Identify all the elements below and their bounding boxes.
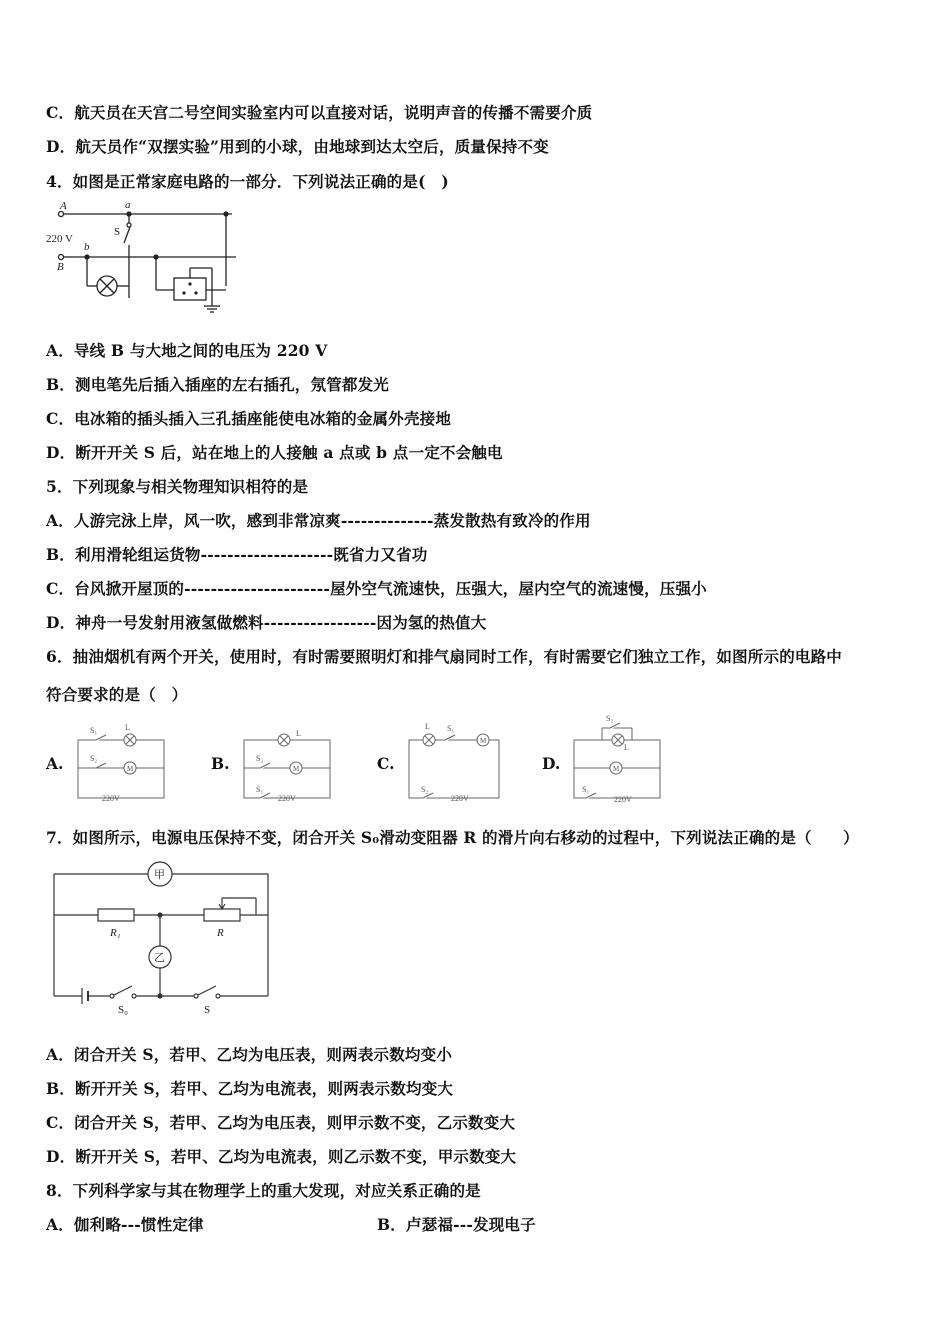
q6c-s1: S₁ [447,724,455,733]
q6-option-b-label: B. [211,754,230,773]
q6d-s2: S₂ [606,714,614,723]
q6b-s1: S₁ [256,785,264,794]
q7-option-c: C．闭合开关 S，若甲、乙均为电压表，则甲示数不变，乙示数变大 [46,1113,516,1132]
q5-option-d: D．神舟一号发射用液氢做燃料-----------------因为氢的热值大 [46,613,487,632]
q6b-voltage: 220V [278,794,296,803]
q6-circuit-b [238,722,338,806]
q7-label-r: R [217,927,224,939]
q7-option-d: D．断开开关 S，若甲、乙均为电流表，则乙示数不变，甲示数变大 [46,1147,517,1166]
q6d-l: L [624,743,629,752]
q3-option-d: D．航天员作“双摆实验”用到的小球，由地球到达太空后，质量保持不变 [46,137,549,156]
q7-option-b: B．断开开关 S，若甲、乙均为电流表，则两表示数均变大 [46,1079,454,1098]
q6-circuit-a [72,722,172,806]
q6c-l: L [425,722,430,731]
q3-option-c: C．航天员在天宫二号空间实验室内可以直接对话，说明声音的传播不需要介质 [46,103,593,122]
q5-option-a: A．人游完泳上岸，风一吹，感到非常凉爽--------------蒸发散热有致冷的作用 [46,511,591,530]
q5-option-c: C．台风掀开屋顶的----------------------屋外空气流速快，压强大，屋内空气的流速慢，压强小 [46,579,707,598]
q6a-voltage: 220V [102,794,120,803]
q6a-s1: S₁ [90,726,98,735]
q6a-m: M [127,765,134,773]
q6-option-c-label: C. [377,754,395,773]
q4-label-a-upper: A [60,200,67,212]
q5-stem: 5．下列现象与相关物理知识相符的是 [46,477,309,496]
q4-label-voltage: 220 V [46,233,73,245]
q8-option-b: B．卢瑟福---发现电子 [377,1215,536,1234]
q7-option-a: A．闭合开关 S，若甲、乙均为电压表，则两表示数均变小 [46,1045,453,1064]
q7-circuit-figure [44,858,274,1018]
q6b-s2: S₂ [256,754,264,763]
q6c-m: M [480,737,487,745]
q6a-l: L [125,723,130,732]
q4-option-a: A．导线 B 与大地之间的电压为 220 V [46,341,328,360]
q4-option-c: C．电冰箱的插头插入三孔插座能使电冰箱的金属外壳接地 [46,409,452,428]
q6-option-d-label: D. [542,754,561,773]
q6d-voltage: 220V [614,795,632,804]
q6d-m: M [613,765,620,773]
q4-stem: 4．如图是正常家庭电路的一部分．下列说法正确的是( ) [46,172,449,191]
q6c-s2: S₂ [421,785,429,794]
q7-label-s: S [204,1004,211,1016]
q8-option-a: A．伽利略---惯性定律 [46,1215,204,1234]
q8-stem: 8．下列科学家与其在物理学上的重大发现，对应关系正确的是 [46,1181,481,1200]
q6-stem-line2: 符合要求的是（ ） [46,685,188,704]
q7-meter-jia: 甲 [154,869,165,881]
q6a-s2: S₂ [90,754,98,763]
q5-option-b: B．利用滑轮组运货物--------------------既省力又省功 [46,545,428,564]
q7-label-r1: R₁ [110,927,121,939]
q4-label-b-lower: b [84,241,90,253]
q6b-l: L [296,729,301,738]
q4-circuit-figure [44,198,254,318]
q4-option-d: D．断开开关 S 后，站在地上的人接触 a 点或 b 点一定不会触电 [46,443,503,462]
q6-option-a-label: A. [46,754,64,773]
q6-stem-line1: 6．抽油烟机有两个开关，使用时，有时需要照明灯和排气扇同时工作，有时需要它们独立工作，如图所示的电路中 [46,647,842,666]
q7-meter-yi: 乙 [154,952,165,964]
q4-option-b: B．测电笔先后插入插座的左右插孔，氖管都发光 [46,375,390,394]
q4-label-b-upper: B [57,261,64,273]
q7-label-s0: S₀ [118,1004,128,1016]
q4-label-switch: S [114,226,121,238]
q7-stem: 7．如图所示，电源电压保持不变，闭合开关 S₀滑动变阻器 R 的滑片向右移动的过程中，下列说法正确的是（ ） [46,828,859,847]
q6-circuit-d [568,712,668,806]
q6b-m: M [293,765,300,773]
q6d-s1: S₁ [582,785,590,794]
q6c-voltage: 220V [451,794,469,803]
q4-label-a-lower: a [125,199,131,211]
q6-circuit-c [403,718,503,806]
